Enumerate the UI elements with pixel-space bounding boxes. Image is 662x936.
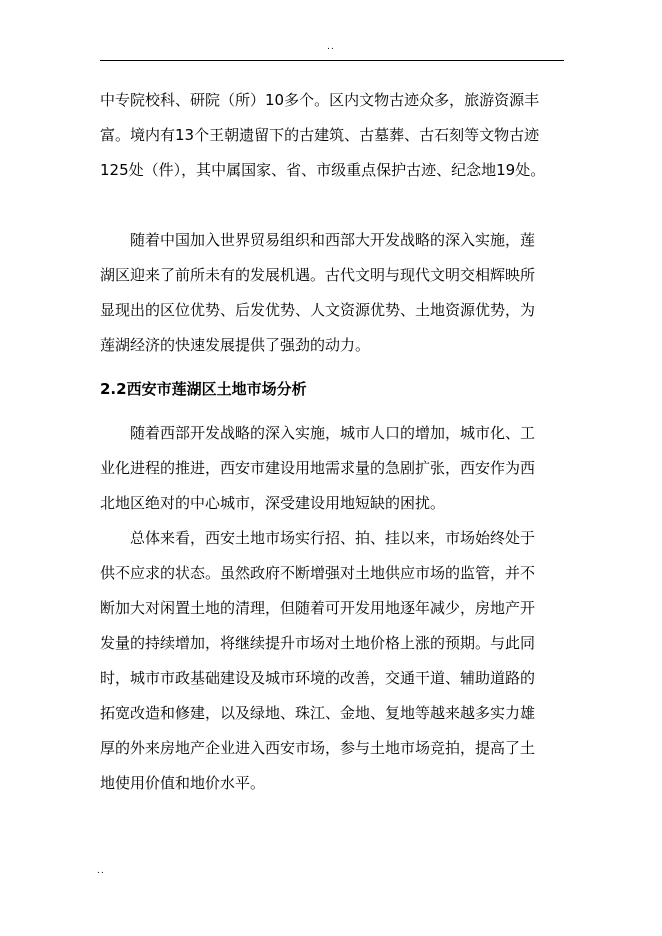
page-footer-mark: ..	[97, 866, 105, 876]
paragraph-line: 发量的持续增加，将继续提升市场对土地价格上涨的预期。与此同	[100, 634, 536, 652]
paragraph-spacer	[100, 188, 568, 223]
paragraph-line: 随着西部开发战略的深入实施，城市人口的增加，城市化、工	[100, 424, 536, 442]
paragraph-continuation	[100, 83, 568, 188]
paragraph-land-demand	[100, 416, 568, 521]
paragraph-line: 厚的外来房地产企业进入西安市场，参与土地市场竞拍，提高了土	[100, 739, 536, 757]
paragraph-line: 断加大对闲置土地的清理，但随着可开发用地逐年减少，房地产开	[100, 599, 536, 617]
document-body	[100, 83, 568, 801]
paragraph-land-market	[100, 521, 568, 801]
page-header-mark: ..	[327, 42, 335, 52]
paragraph-line: 总体来看，西安土地市场实行招、拍、挂以来，市场始终处于	[100, 529, 536, 547]
paragraph-spacer	[100, 363, 568, 372]
paragraph-line: 随着中国加入世界贸易组织和西部大开发战略的深入实施，莲	[100, 231, 536, 249]
paragraph-line: 莲湖经济的快速发展提供了强劲的动力。	[100, 336, 371, 354]
paragraph-line: 富。境内有13个王朝遗留下的古建筑、古墓葬、古石刻等文物古迹	[100, 126, 540, 144]
header-divider	[100, 60, 564, 61]
paragraph-line: 地使用价值和地价水平。	[100, 774, 266, 792]
paragraph-line: 拓宽改造和修建，以及绿地、珠江、金地、复地等越来越多实力雄	[100, 704, 536, 722]
paragraph-line: 时，城市市政基础建设及城市环境的改善，交通干道、辅助道路的	[100, 669, 536, 687]
paragraph-line: 北地区绝对的中心城市，深受建设用地短缺的困扰。	[100, 494, 446, 512]
paragraph-line: 业化进程的推进，西安市建设用地需求量的急剧扩张，西安作为西	[100, 459, 536, 477]
paragraph-development-opportunity	[100, 223, 568, 363]
section-heading: 2.2西安市莲湖区土地市场分析	[100, 380, 307, 398]
paragraph-line: 供不应求的状态。虽然政府不断增强对土地供应市场的监管，并不	[100, 564, 536, 582]
paragraph-line: 125处（件），其中属国家、省、市级重点保护古迹、纪念地19处。	[100, 161, 546, 179]
paragraph-line: 湖区迎来了前所未有的发展机遇。古代文明与现代文明交相辉映所	[100, 266, 536, 284]
paragraph-line: 显现出的区位优势、后发优势、人文资源优势、土地资源优势，为	[100, 301, 536, 319]
paragraph-line: 中专院校科、研院（所）10多个。区内文物古迹众多，旅游资源丰	[100, 91, 540, 109]
paragraph-spacer	[100, 407, 568, 416]
